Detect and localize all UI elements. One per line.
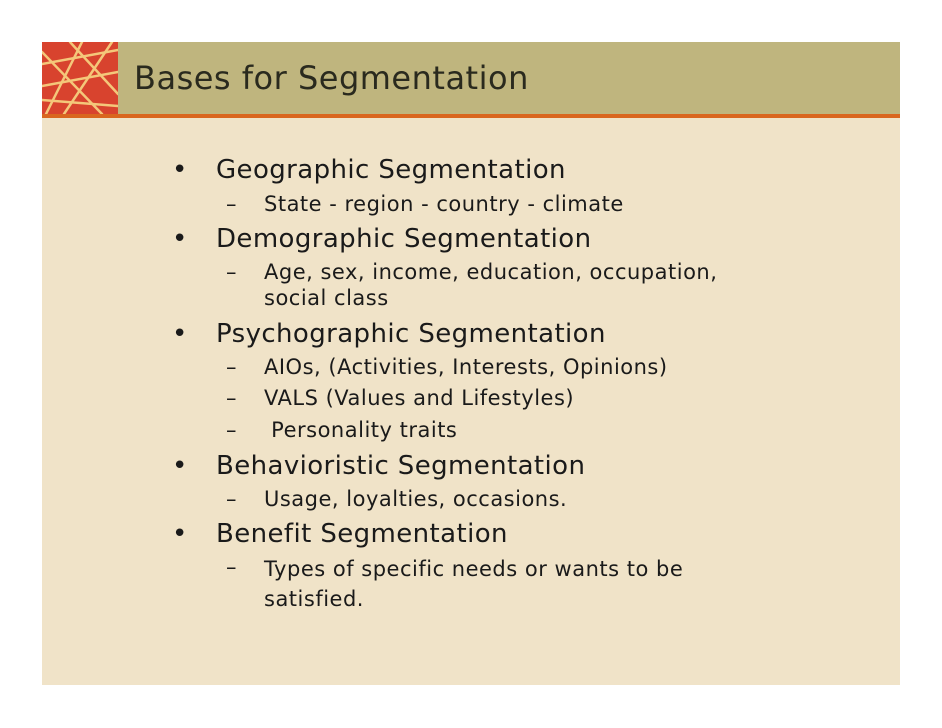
sub-bullet-text: Personality traits	[264, 418, 458, 442]
sub-bullet-marker: –	[226, 555, 237, 579]
sub-bullet-marker: –	[226, 260, 237, 284]
bullet-marker: •	[172, 319, 188, 349]
bullet-marker: •	[172, 155, 188, 185]
bullet-marker: •	[172, 451, 188, 481]
slide	[42, 42, 900, 685]
sub-bullet-marker: –	[226, 487, 237, 511]
sub-bullet-marker: –	[226, 192, 237, 216]
sub-bullet-text: VALS (Values and Lifestyles)	[264, 386, 575, 410]
bullet-text: Behavioristic Segmentation	[216, 451, 586, 481]
sub-bullet-text: Usage, loyalties, occasions.	[264, 487, 568, 511]
bullet-item	[42, 317, 900, 351]
bullet-item	[42, 449, 900, 483]
sub-bullet-text: AIOs, (Activities, Interests, Opinions)	[264, 355, 668, 379]
bullet-text: Benefit Segmentation	[216, 519, 508, 549]
sub-bullet-text: Age, sex, income, education, occupation, social class	[264, 260, 718, 310]
bullet-item	[42, 153, 900, 187]
bullet-marker: •	[172, 224, 188, 254]
sub-bullet-text: State - region - country - climate	[264, 192, 624, 216]
bullet-text: Demographic Segmentation	[216, 224, 592, 254]
bullet-item	[42, 222, 900, 256]
bullet-list	[42, 42, 900, 685]
sub-bullet-marker: –	[226, 355, 237, 379]
sub-bullet-marker: –	[226, 418, 237, 442]
sub-bullet-marker: –	[226, 386, 237, 410]
sub-bullet-text: Types of specific needs or wants to be satisfied.	[264, 557, 684, 611]
bullet-marker: •	[172, 519, 188, 549]
bullet-text: Psychographic Segmentation	[216, 319, 606, 349]
bullet-text: Geographic Segmentation	[216, 155, 566, 185]
bullet-item	[42, 517, 900, 551]
slide-title: Bases for Segmentation	[134, 59, 529, 97]
